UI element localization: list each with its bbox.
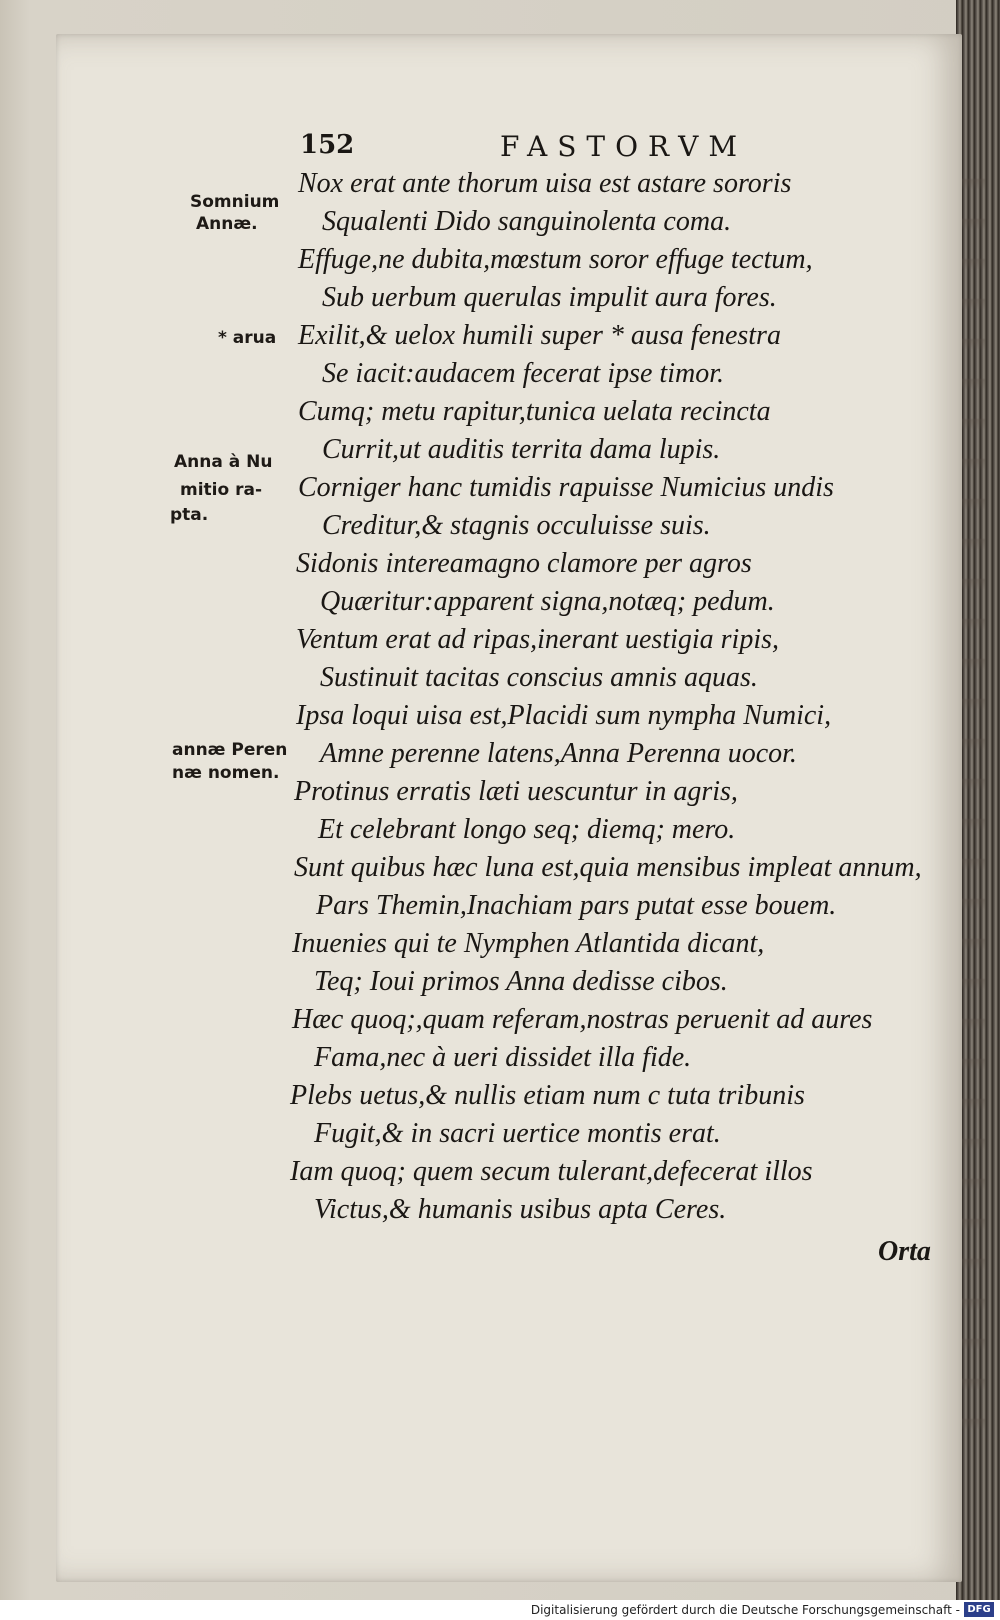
- verse-line: Protinus erratis læti uescuntur in agris,: [294, 776, 738, 807]
- verse-line: Sustinuit tacitas conscius amnis aquas.: [320, 662, 758, 693]
- verse-line: Nox erat ante thorum uisa est astare sororis: [298, 168, 792, 199]
- dfg-logo-icon: DFG: [964, 1602, 994, 1617]
- verse-line: Inuenies qui te Nymphen Atlantida dicant,: [292, 928, 765, 959]
- margin-note: næ nomen.: [172, 763, 280, 783]
- margin-note: Annæ.: [196, 214, 258, 234]
- verse-line: Teq; Ioui primos Anna dedisse cibos.: [314, 966, 728, 997]
- margin-note: Somnium: [190, 192, 280, 212]
- verse-line: Iam quoq; quem secum tulerant,defecerat illos: [290, 1156, 813, 1187]
- verse-line: Sub uerbum querulas impulit aura fores.: [322, 282, 777, 313]
- margin-note: annæ Peren: [172, 740, 288, 760]
- verse-line: Hæc quoq;,quam referam,nostras peruenit ad aures: [292, 1004, 873, 1035]
- verse-line: Ipsa loqui uisa est,Placidi sum nympha Numici,: [296, 700, 832, 731]
- running-head: [300, 130, 790, 170]
- verse-line: Corniger hanc tumidis rapuisse Numicius undis: [298, 472, 834, 503]
- margin-note: pta.: [170, 505, 209, 525]
- verse-line: Pars Themin,Inachiam pars putat esse bouem.: [316, 890, 837, 921]
- verse-line: Se iacit:audacem fecerat ipse timor.: [322, 358, 725, 389]
- verse-line: Et celebrant longo seq; diemq; mero.: [318, 814, 736, 845]
- margin-note: mitio ra-: [180, 480, 263, 500]
- verse-line: Amne perenne latens,Anna Perenna uocor.: [320, 738, 797, 769]
- verse-line: Fama,nec à ueri dissidet illa fide.: [314, 1042, 692, 1073]
- verse-line: Sidonis intereamagno clamore per agros: [296, 548, 752, 579]
- running-title: FASTORVM: [500, 130, 748, 163]
- margin-note: * arua: [218, 328, 277, 348]
- catchword: Orta: [878, 1236, 931, 1267]
- verse-line: Exilit,& uelox humili super * ausa fenestra: [298, 320, 781, 351]
- verse-line: Creditur,& stagnis occuluisse suis.: [322, 510, 711, 541]
- verse-line: Ventum erat ad ripas,inerant uestigia ripis,: [296, 624, 779, 655]
- verse-line: Effuge,ne dubita,mœstum soror effuge tectum,: [298, 244, 813, 275]
- verse-line: Victus,& humanis usibus apta Ceres.: [314, 1194, 727, 1225]
- verse-line: Quæritur:apparent signa,notæq; pedum.: [320, 586, 775, 617]
- verse-line: Fugit,& in sacri uertice montis erat.: [314, 1118, 721, 1149]
- verse-line: Plebs uetus,& nullis etiam num c tuta tribunis: [290, 1080, 805, 1111]
- verse-line: Currit,ut auditis territa dama lupis.: [322, 434, 721, 465]
- verse-line: Sunt quibus hæc luna est,quia mensibus impleat annum,: [294, 852, 922, 883]
- verse-line: Cumq; metu rapitur,tunica uelata recincta: [298, 396, 771, 427]
- margin-note: Anna à Nu: [174, 452, 273, 472]
- verse-line: Squalenti Dido sanguinolenta coma.: [322, 206, 732, 237]
- footer-credit: Digitalisierung gefördert durch die Deutsche Forschungsgemeinschaft -: [530, 1603, 960, 1617]
- page-number: 152: [300, 130, 355, 160]
